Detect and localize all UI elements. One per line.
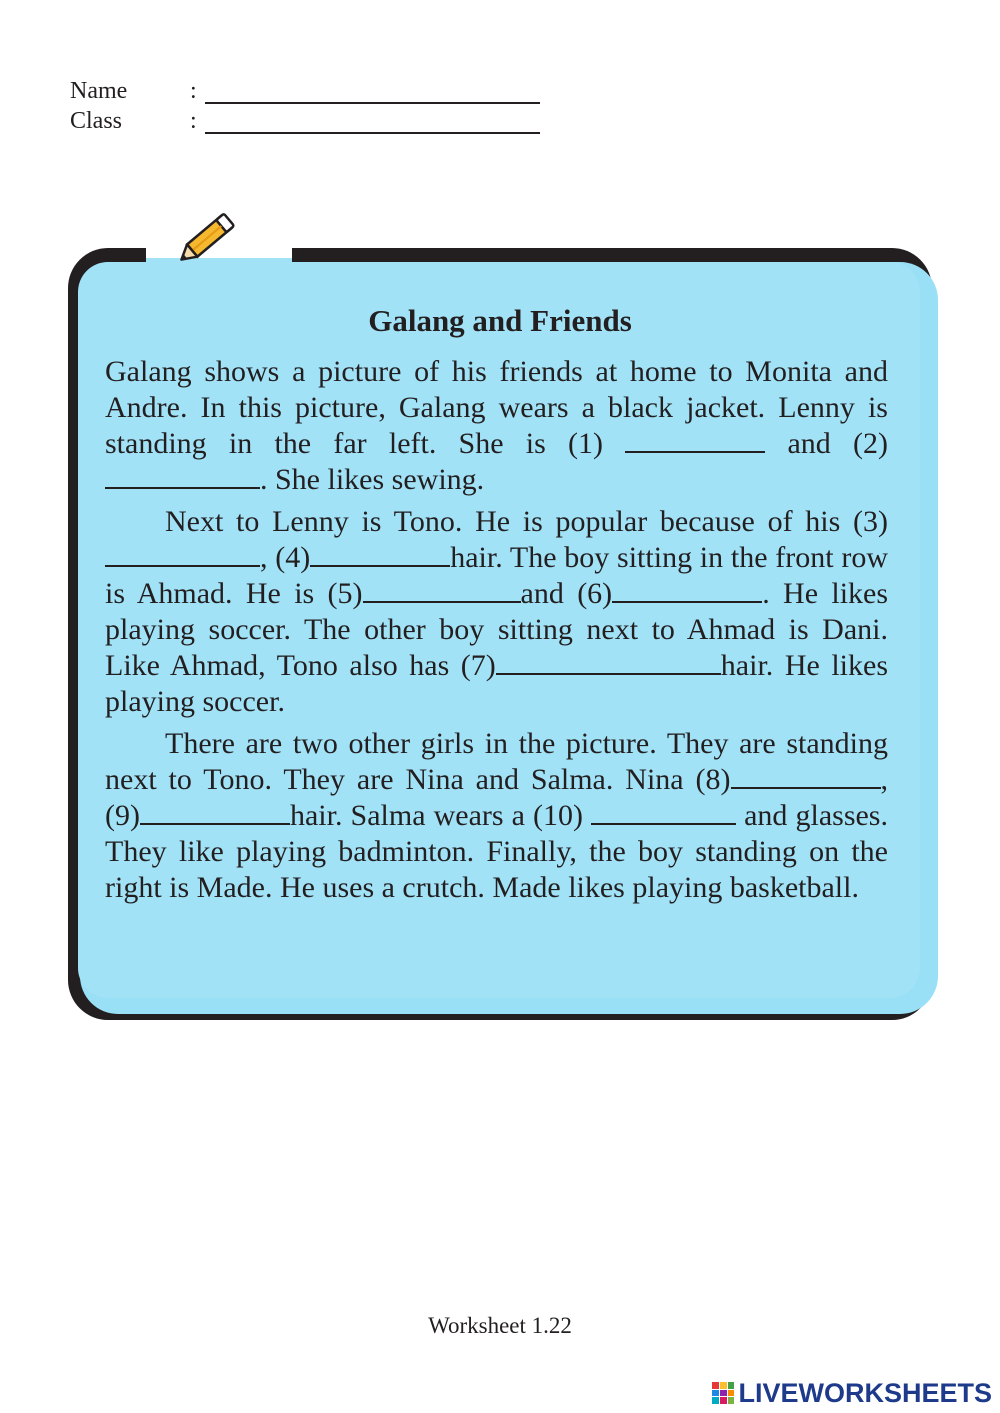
blank-7[interactable] [496, 651, 721, 675]
brand-name: LIVEWORKSHEETS [738, 1377, 992, 1408]
blank-1[interactable] [625, 429, 765, 453]
paragraph-2 [105, 504, 888, 720]
logo-square [720, 1382, 727, 1389]
story-text [105, 354, 888, 906]
text-segment: and (2) [765, 427, 888, 460]
worksheet-number: Worksheet 1.22 [428, 1313, 572, 1338]
blank-6[interactable] [612, 579, 762, 603]
logo-square [712, 1397, 719, 1404]
text-segment: hair. He likes playing soccer. [105, 649, 888, 718]
class-input-line[interactable] [205, 132, 540, 134]
blank-3[interactable] [105, 543, 260, 567]
name-label: Name [70, 78, 128, 104]
logo-grid-icon [712, 1382, 734, 1404]
text-segment: , (9) [105, 763, 888, 832]
logo-square [728, 1390, 735, 1397]
name-colon: : [190, 78, 197, 104]
logo-square [728, 1397, 735, 1404]
class-label: Class [70, 108, 123, 134]
blank-4[interactable] [310, 543, 450, 567]
logo-square [712, 1390, 719, 1397]
name-input-line[interactable] [205, 102, 540, 104]
text-segment: Next to Lenny is Tono. He is popular because of his (3) [165, 505, 888, 538]
text-segment: and (6) [520, 577, 613, 610]
blank-5[interactable] [363, 579, 521, 603]
text-segment: hair. The boy sitting in the front row is Ahmad. He is (5) [105, 541, 888, 610]
paragraph-1 [105, 354, 888, 498]
text-segment: Galang shows a picture of his friends at home to Monita and Andre. In this picture, Galang wears a black jacket. Lenny is standing in the far left. She is (1) [105, 355, 888, 460]
liveworksheets-logo [712, 1378, 992, 1408]
class-colon: : [190, 108, 197, 134]
logo-square [712, 1382, 719, 1389]
worksheet-title: Galang and Friends [368, 303, 632, 338]
text-segment: , (4) [260, 541, 311, 574]
text-segment: hair. Salma wears a (10) [289, 799, 592, 832]
text-segment: . She likes sewing. [260, 463, 485, 496]
blank-10[interactable] [591, 801, 736, 825]
text-segment: There are two other girls in the picture. They are standing next to Tono. They are Nina and Salma. Nina (8) [105, 727, 888, 796]
logo-square [720, 1390, 727, 1397]
blank-9[interactable] [140, 801, 290, 825]
logo-square [728, 1382, 735, 1389]
pencil-icon [170, 205, 242, 273]
logo-square [720, 1397, 727, 1404]
blank-2[interactable] [105, 465, 260, 489]
text-segment: and glasses. They like playing badminton. Finally, the boy standing on the right is Made. He uses a crutch. Made likes playing basketball. [105, 799, 888, 904]
blank-8[interactable] [731, 765, 881, 789]
paragraph-3 [105, 726, 888, 906]
text-segment: . He likes playing soccer. The other boy sitting next to Ahmad is Dani. Like Ahmad, Tono also has (7) [105, 577, 889, 682]
